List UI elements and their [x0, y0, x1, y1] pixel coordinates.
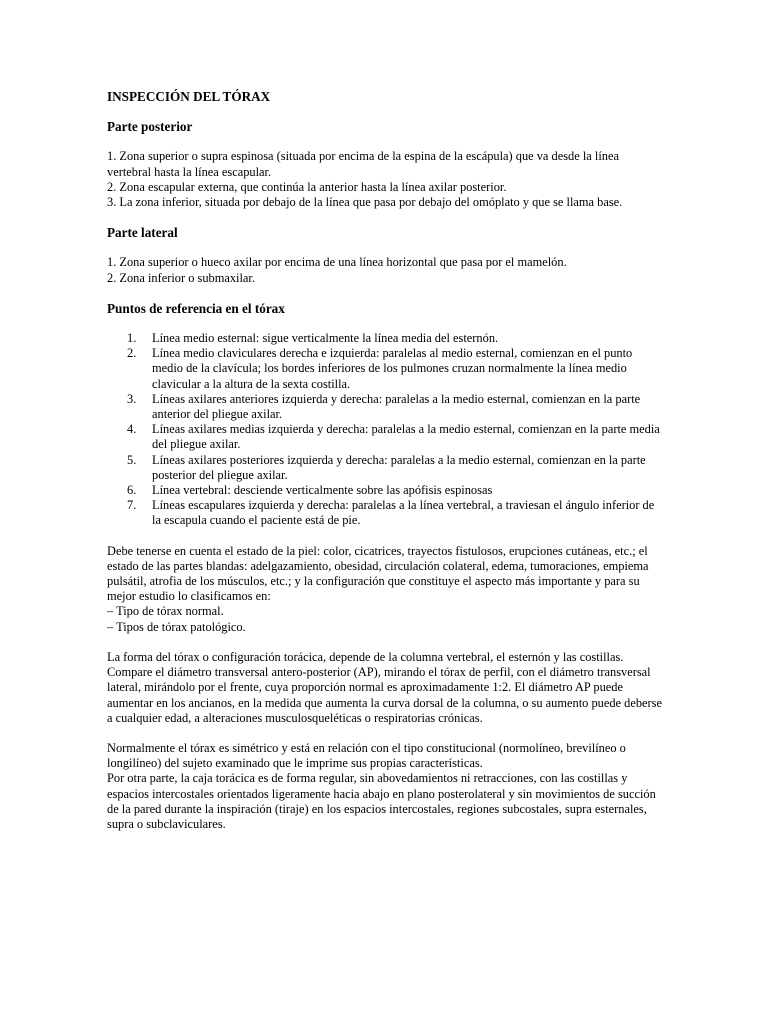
posterior-zone-2: 2. Zona escapular externa, que continúa la anterior hasta la línea axilar posterior. — [107, 179, 507, 194]
list-item-text: Líneas axilares medias izquierda y derecha: paralelas a la medio esternal, comienzan en la parte media del pliegue axilar. — [152, 422, 660, 452]
skin-state-text: Debe tenerse en cuenta el estado de la piel: color, cicatrices, trayectos fistulosos, erupciones cutáneas, etc.; el estado de las partes blandas: adelgazamiento, obesidad, circulación colateral, edema, tumoraciones, empiema pulsátil, atrofia de los músculos, etc.; y la configuración que constituye el aspecto más importante y para su mejor estudio lo clasificamos en: — [107, 543, 649, 604]
document-title: INSPECCIÓN DEL TÓRAX — [107, 89, 271, 104]
heading-parte-lateral: Parte lateral — [107, 225, 178, 241]
lateral-zone-1: 1. Zona superior o hueco axilar por encima de una línea horizontal que pasa por el mamelón. — [107, 255, 567, 270]
list-item-text: Líneas escapulares izquierda y derecha: paralelas a la línea vertebral, a traviesan el ángulo inferior de la escapula cuando el paciente está de pie. — [152, 498, 655, 528]
list-item-number: 2. — [127, 346, 137, 361]
thorax-type-normal: – Tipo de tórax normal. — [107, 604, 224, 619]
list-item — [107, 483, 663, 498]
heading-parte-posterior: Parte posterior — [107, 119, 193, 135]
paragraph-parte-posterior — [107, 149, 663, 210]
thorax-shape-text: La forma del tórax o configuración torácica, depende de la columna vertebral, el esternón y las costillas. — [107, 649, 624, 664]
list-item-number: 5. — [127, 452, 137, 467]
list-item — [107, 453, 663, 483]
paragraph-torax-normal — [107, 741, 663, 832]
list-item-number: 7. — [127, 498, 137, 513]
list-item-number: 1. — [127, 331, 137, 346]
list-item — [107, 392, 663, 422]
reference-points-list — [107, 331, 663, 529]
paragraph-estado-de-la-piel — [107, 544, 663, 635]
diameter-comparison-text: Compare el diámetro transversal antero-posterior (AP), mirando el tórax de perfil, con el diámetro transversal lateral, mirándolo por el frente, cuya proporción normal es aproximadamente 1:2. El diámetro AP puede aumentar en los ancianos, en la medida que aumenta la curva dorsal de la columna, o su aumento puede deberse a cualquier edad, a alteraciones musculosqueléticas o respiratorias crónicas. — [107, 665, 662, 725]
list-item — [107, 422, 663, 452]
lateral-zone-2: 2. Zona inferior o submaxilar. — [107, 270, 255, 285]
list-item-text: Línea medio claviculares derecha e izquierda: paralelas al medio esternal, comienzan en el punto medio de la clavícula; los bordes inferiores de los pulmones cruzan normalmente la línea medio clavicular a la altura de la sexta costilla. — [152, 346, 633, 391]
posterior-zone-1: 1. Zona superior o supra espinosa (situada por encima de la espina de la escápula) que va desde la línea vertebral hasta la línea escapular. — [107, 149, 619, 179]
list-item-number: 3. — [127, 391, 137, 406]
list-item-text: Línea vertebral: desciende verticalmente sobre las apófisis espinosas — [152, 483, 493, 498]
paragraph-forma-del-torax — [107, 650, 663, 726]
list-item-text: Líneas axilares anteriores izquierda y derecha: paralelas a la medio esternal, comienzan en la parte anterior del pliegue axilar. — [152, 391, 641, 422]
list-item-text: Línea medio esternal: sigue verticalmente la línea media del esternón. — [152, 331, 499, 346]
symmetry-text: Normalmente el tórax es simétrico y está en relación con el tipo constitucional (normolíneo, brevilíneo o longilíneo) del sujeto examinado que le imprime sus propias características. — [107, 740, 626, 771]
paragraph-parte-lateral — [107, 255, 663, 285]
list-item — [107, 346, 663, 392]
list-item-number: 6. — [127, 483, 137, 498]
list-item — [107, 331, 663, 346]
document-page — [107, 89, 663, 847]
thorax-type-pathologic: – Tipos de tórax patológico. — [107, 619, 246, 634]
list-item-number: 4. — [127, 422, 137, 437]
rib-cage-text: Por otra parte, la caja torácica es de forma regular, sin abovedamientos ni retracciones, con las costillas y espacios intercostales orientados ligeramente hacia abajo en plano posterolateral y sin movimientos de succión de la pared durante la inspiración (tiraje) en los espacios intercostales, regiones subcostales, supra esternales, supra o subclaviculares. — [107, 771, 656, 831]
list-item — [107, 498, 663, 528]
list-item-text: Líneas axilares posteriores izquierda y derecha: paralelas a la medio esternal, comienzan en la parte posterior del pliegue axilar. — [152, 452, 646, 482]
posterior-zone-3: 3. La zona inferior, situada por debajo de la línea que pasa por debajo del omóplato y que se llama base. — [107, 195, 623, 210]
heading-puntos-de-referencia: Puntos de referencia en el tórax — [107, 300, 285, 316]
